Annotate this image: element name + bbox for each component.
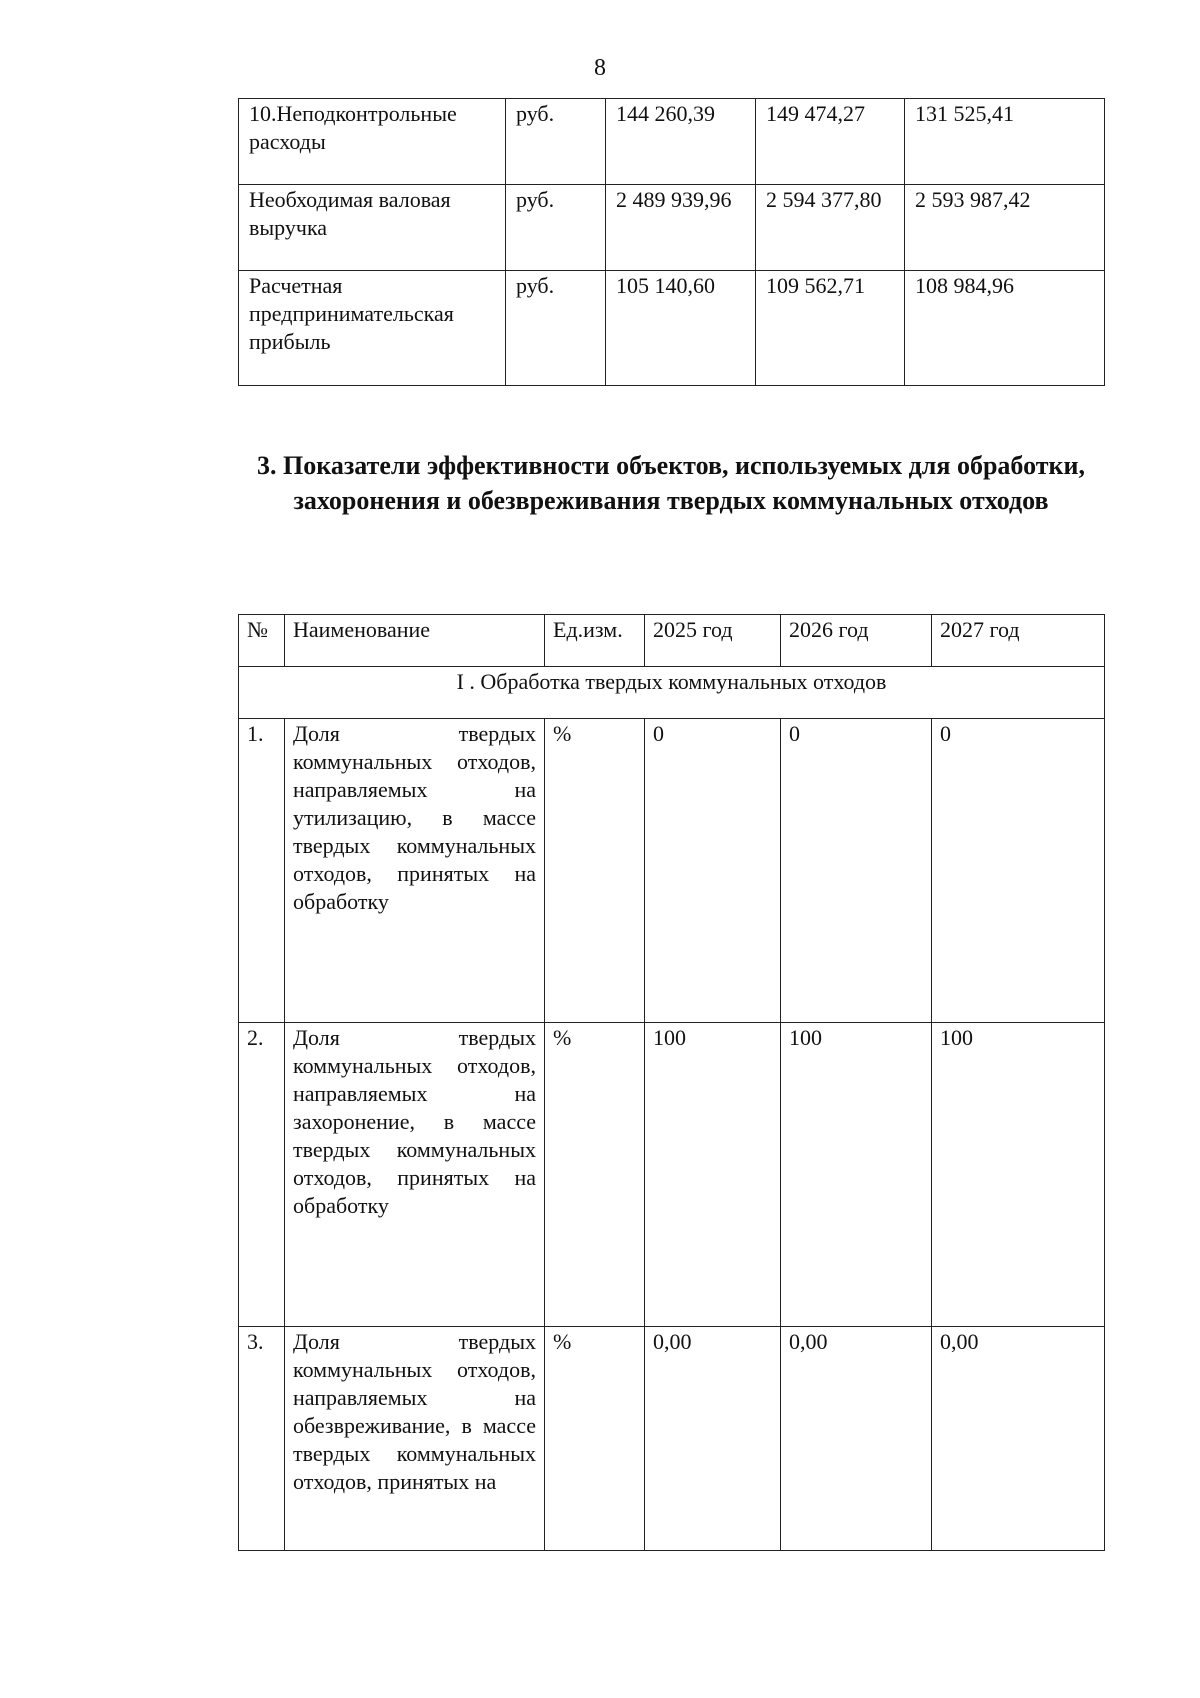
- row-name: Расчетная предпринимательская прибыль: [239, 271, 506, 386]
- row-value: 105 140,60: [606, 271, 756, 386]
- row-name: Доля твердых коммунальных отходов, направляемых на захоронение, в массе твердых коммунальных отходов, принятых на обработку: [285, 1023, 545, 1327]
- table-row: [239, 719, 1105, 1023]
- header-name: Наименование: [285, 615, 545, 667]
- row-unit: руб.: [506, 271, 606, 386]
- row-value: 0: [781, 719, 932, 1023]
- header-year-2025: 2025 год: [645, 615, 781, 667]
- section-row: [239, 667, 1105, 719]
- table-row: [239, 1023, 1105, 1327]
- row-value: 100: [781, 1023, 932, 1327]
- row-unit: %: [545, 719, 645, 1023]
- header-num: №: [239, 615, 285, 667]
- row-value: 2 489 939,96: [606, 185, 756, 271]
- header-unit: Ед.изм.: [545, 615, 645, 667]
- row-value: 100: [645, 1023, 781, 1327]
- row-num: 1.: [239, 719, 285, 1023]
- row-value: 0,00: [645, 1327, 781, 1551]
- row-value: 2 593 987,42: [905, 185, 1105, 271]
- row-num: 3.: [239, 1327, 285, 1551]
- table-row: [239, 1327, 1105, 1551]
- row-name: Необходимая валовая выручка: [239, 185, 506, 271]
- section-heading: 3. Показатели эффективности объектов, используемых для обработки, захоронения и обезвреживания твердых коммунальных отходов: [257, 451, 1085, 515]
- section-title: I . Обработка твердых коммунальных отходов: [239, 667, 1105, 719]
- table-row: [239, 271, 1105, 386]
- row-value: 2 594 377,80: [756, 185, 905, 271]
- financial-table: [238, 98, 1105, 386]
- row-value: 0: [645, 719, 781, 1023]
- row-name: 10.Неподконтрольные расходы: [239, 99, 506, 185]
- table-row: [239, 99, 1105, 185]
- row-value: 144 260,39: [606, 99, 756, 185]
- row-value: 149 474,27: [756, 99, 905, 185]
- row-unit: %: [545, 1023, 645, 1327]
- row-unit: руб.: [506, 99, 606, 185]
- row-num: 2.: [239, 1023, 285, 1327]
- indicators-table: [238, 614, 1105, 1551]
- table-header-row: [239, 615, 1105, 667]
- row-unit: руб.: [506, 185, 606, 271]
- header-year-2026: 2026 год: [781, 615, 932, 667]
- page-number: 8: [594, 55, 606, 81]
- row-unit: %: [545, 1327, 645, 1551]
- row-value: 109 562,71: [756, 271, 905, 386]
- row-value: 100: [932, 1023, 1105, 1327]
- row-value: 131 525,41: [905, 99, 1105, 185]
- row-value: 0,00: [781, 1327, 932, 1551]
- row-name: Доля твердых коммунальных отходов, направляемых на обезвреживание, в массе твердых коммунальных отходов, принятых на: [285, 1327, 545, 1551]
- header-year-2027: 2027 год: [932, 615, 1105, 667]
- row-value: 108 984,96: [905, 271, 1105, 386]
- row-value: 0,00: [932, 1327, 1105, 1551]
- table-row: [239, 185, 1105, 271]
- row-value: 0: [932, 719, 1105, 1023]
- row-name: Доля твердых коммунальных отходов, направляемых на утилизацию, в массе твердых коммунальных отходов, принятых на обработку: [285, 719, 545, 1023]
